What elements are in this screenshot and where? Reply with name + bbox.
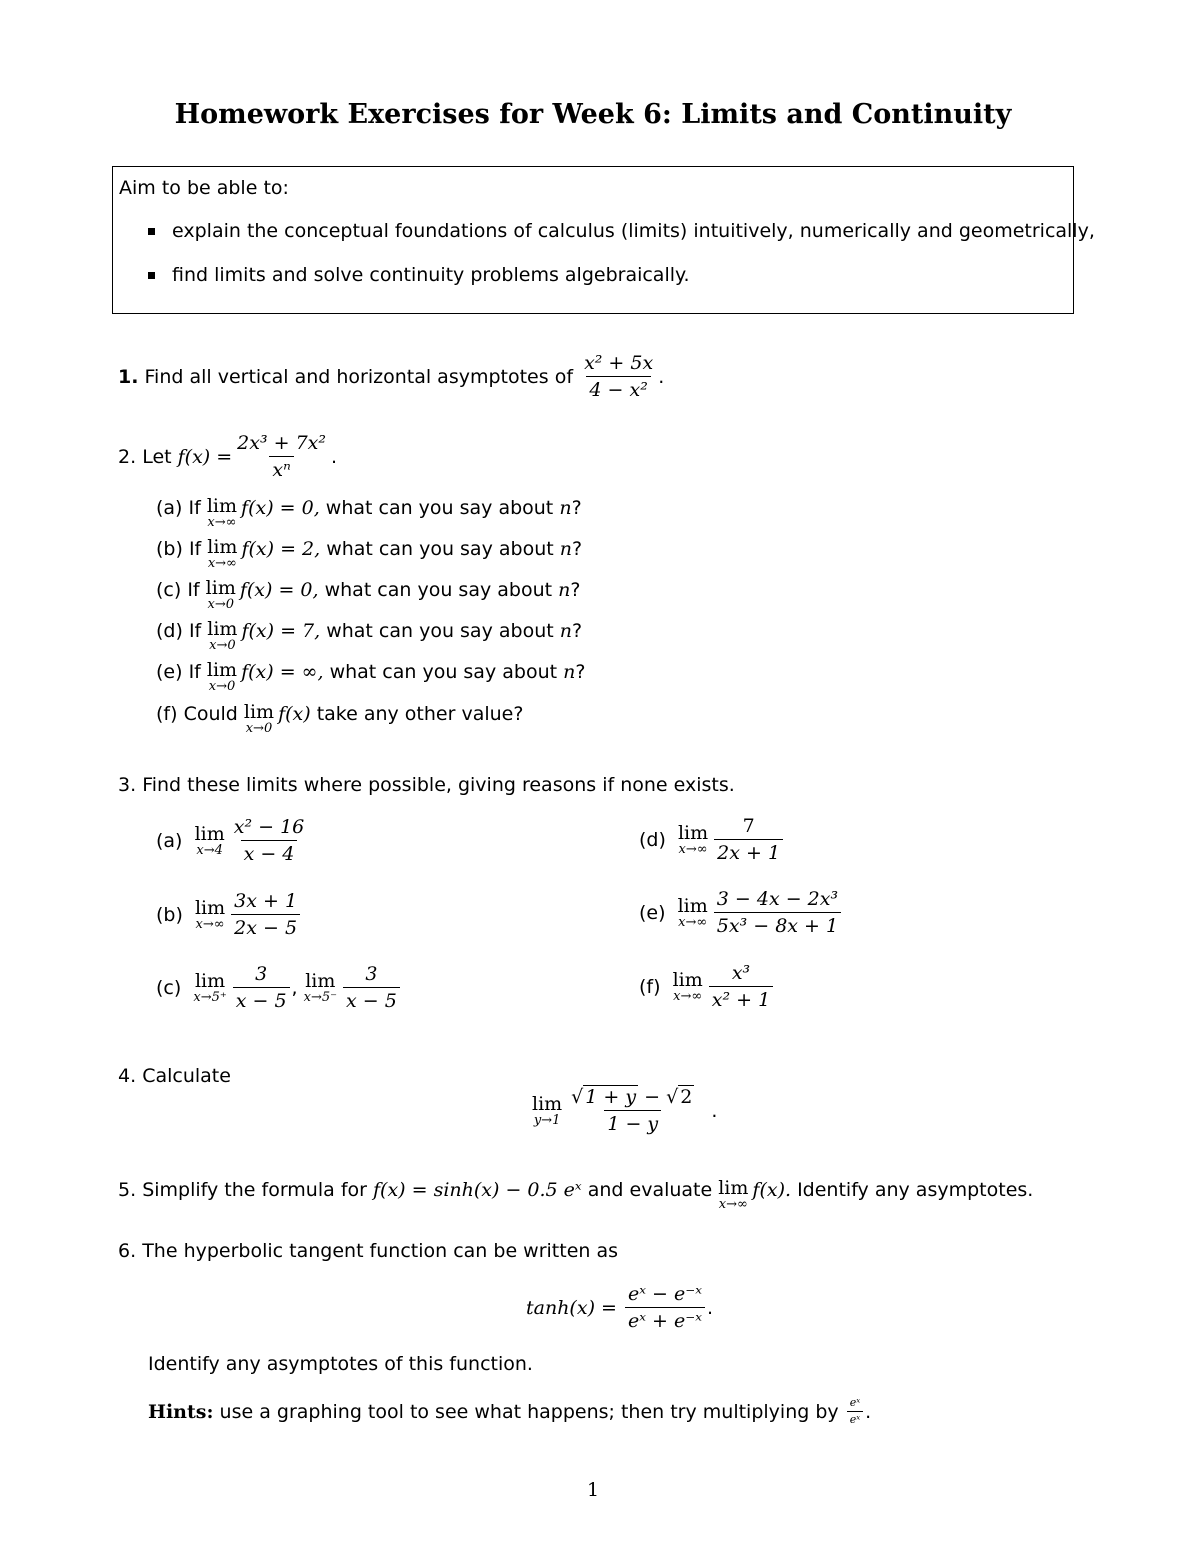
- question-text: Find all vertical and horizontal asymptotes of: [144, 365, 574, 388]
- part-label: (f): [639, 975, 661, 998]
- part-label: (e): [639, 901, 666, 924]
- numerator: x² − 16: [233, 816, 305, 838]
- limit-operator: [718, 1178, 748, 1211]
- q2-part: [156, 496, 582, 529]
- limit-expr: f(x) = 2,: [241, 538, 321, 560]
- limit-operator: [244, 702, 274, 735]
- variable: n: [559, 497, 572, 519]
- limit-expr: f(x) = 0,: [241, 497, 320, 519]
- aim-heading: Aim to be able to:: [119, 177, 289, 199]
- question-6: [118, 1239, 618, 1263]
- limit-operator: [207, 619, 237, 652]
- question-5: [118, 1178, 1033, 1211]
- aim-item: [148, 219, 1095, 243]
- limit-operator: [678, 823, 708, 856]
- sqrt-arg: 2: [680, 1086, 693, 1108]
- denominator: 1 − y: [604, 1110, 661, 1135]
- lim-word: lim: [206, 659, 238, 681]
- fraction: [231, 816, 308, 865]
- lim-subscript: x→∞: [678, 842, 708, 857]
- operator: −: [644, 1086, 661, 1108]
- part-text: If: [188, 620, 202, 642]
- part-label: (b): [156, 538, 183, 560]
- part-label: (d): [156, 620, 183, 642]
- part-end: ?: [575, 661, 586, 683]
- lim-subscript: x→5⁺: [193, 990, 227, 1005]
- part-label: (f): [156, 703, 178, 725]
- denominator: eˣ: [847, 1411, 863, 1426]
- denominator: x − 5: [233, 987, 290, 1012]
- question-2: 2. Let f(x) = $\frac{\text{2x³ + 7x²}}{\text{xⁿ}}$ .: [118, 432, 338, 481]
- part-text: what can you say about: [326, 538, 554, 560]
- part-end: ?: [571, 620, 583, 642]
- aim-item: [148, 263, 690, 287]
- lim-subscript: x→0: [209, 638, 236, 653]
- lim-subscript: x→0: [245, 721, 273, 736]
- fraction: [625, 1283, 705, 1332]
- part-label: (c): [156, 976, 182, 999]
- limit-operator: [207, 496, 237, 529]
- lim-subscript: y→1: [533, 1113, 561, 1128]
- part-label: (d): [639, 828, 666, 851]
- lim-subscript: x→∞: [678, 915, 708, 930]
- numerator: x³: [731, 962, 751, 984]
- fraction: [568, 1086, 697, 1135]
- numerator: √ 1 + y − √ 2: [571, 1086, 693, 1108]
- question-number: 5.: [118, 1179, 137, 1201]
- limit-operator: [193, 971, 226, 1004]
- q2-part: [156, 702, 523, 735]
- lim-word: lim: [672, 969, 703, 991]
- q3-part-d: [639, 815, 785, 864]
- limit-expr: f(x): [278, 703, 311, 725]
- lim-word: lim: [532, 1093, 563, 1115]
- lim-word: lim: [305, 970, 336, 992]
- question-4: [118, 1064, 231, 1088]
- q2-part: [156, 660, 585, 693]
- lim-word: lim: [206, 495, 238, 517]
- part-text: what can you say about: [324, 579, 553, 601]
- numerator: eˣ: [849, 1396, 861, 1409]
- fraction: [714, 888, 841, 937]
- question-text: Let: [142, 445, 172, 468]
- question-text: The hyperbolic tangent function can be written as: [142, 1240, 619, 1262]
- q3-part-b: [156, 890, 302, 939]
- part-label: (c): [156, 579, 182, 601]
- part-end: ?: [571, 538, 583, 560]
- question-number: 6.: [118, 1240, 137, 1262]
- limit-operator: [206, 578, 236, 611]
- denominator: 5x³ − 8x + 1: [714, 912, 841, 937]
- lim-word: lim: [207, 536, 238, 558]
- numerator: 3 − 4x − 2x³: [716, 888, 839, 910]
- denominator: xⁿ: [269, 456, 293, 481]
- lim-subscript: x→5⁻: [303, 990, 337, 1005]
- limit-expr: f(x).: [752, 1179, 792, 1201]
- question-text: Simplify the formula for: [142, 1179, 367, 1201]
- part-text: take any other value?: [316, 703, 524, 725]
- q3-part-e: [639, 888, 843, 937]
- fraction: [847, 1397, 863, 1426]
- limit-operator: [207, 660, 237, 693]
- fraction: [234, 432, 329, 481]
- numerator: 3: [365, 963, 378, 985]
- bullet-icon: [148, 272, 155, 279]
- limit-expr: f(x) = ∞,: [241, 661, 324, 683]
- lim-subscript: x→∞: [195, 917, 225, 932]
- lim-subscript: x→∞: [207, 515, 237, 530]
- lim-subscript: x→∞: [207, 556, 237, 571]
- question-text: Find these limits where possible, giving reasons if none exists.: [142, 774, 735, 796]
- part-text: If: [188, 661, 201, 683]
- numerator: 7: [742, 815, 755, 837]
- fraction: [714, 815, 783, 864]
- numerator: 3: [255, 963, 268, 985]
- part-text: what can you say about: [326, 620, 554, 642]
- fraction: [343, 963, 400, 1012]
- question-number: 4.: [118, 1065, 137, 1087]
- q2-part: [156, 537, 582, 570]
- sqrt-arg: 1 + y: [585, 1086, 637, 1108]
- numerator: 3x + 1: [234, 890, 298, 912]
- part-text: If: [187, 579, 200, 601]
- limit-operator: [678, 896, 708, 929]
- lim-word: lim: [194, 897, 226, 919]
- page-number: 1: [586, 1479, 600, 1501]
- part-end: ?: [571, 497, 582, 519]
- part-text: If: [188, 538, 202, 560]
- numerator: 2x³ + 7x²: [237, 432, 327, 454]
- lim-word: lim: [718, 1177, 749, 1199]
- page-title: Homework Exercises for Week 6: Limits and Continuity: [174, 99, 1012, 130]
- lim-subscript: x→0: [207, 597, 234, 612]
- lim-word: lim: [194, 970, 226, 992]
- q2-part: [156, 619, 582, 652]
- denominator: 2x − 5: [231, 914, 300, 939]
- part-text: If: [188, 497, 201, 519]
- hints-text: use a graphing tool to see what happens; then try multiplying by: [219, 1400, 839, 1423]
- variable: n: [563, 661, 576, 683]
- limit-operator: [195, 898, 225, 931]
- function-expr: f(x) =: [177, 445, 233, 468]
- q6-hints: Hints: use a graphing tool to see what happens; then try multiplying by $\frac{\text{eˣ}}{\text{eˣ}}$ .: [148, 1396, 872, 1426]
- denominator: x − 4: [241, 840, 298, 865]
- part-label: (a): [156, 497, 183, 519]
- limit-operator: [207, 537, 237, 570]
- denominator: x − 5: [343, 987, 400, 1012]
- lim-word: lim: [207, 618, 238, 640]
- denominator: 4 − x²: [586, 376, 650, 401]
- limit-operator: [304, 971, 337, 1004]
- q4-expression: lim y→1 $\frac{√ 1 + y - √ 2}{1 - y}$ .: [532, 1086, 718, 1135]
- tanh-definition: tanh(x) = $\frac{\text{eˣ − e⁻ˣ}}{\text{eˣ + e⁻ˣ}}$ .: [526, 1283, 714, 1332]
- question-text: Identify any asymptotes.: [797, 1179, 1034, 1201]
- lim-word: lim: [194, 823, 225, 845]
- bullet-icon: [148, 228, 155, 235]
- aim-item-text: find limits and solve continuity problems algebraically.: [172, 264, 690, 286]
- q3-part-f: [639, 962, 775, 1011]
- question-3: [118, 773, 735, 797]
- limit-expr: f(x) = 7,: [241, 620, 321, 642]
- part-label: (a): [156, 829, 183, 852]
- limit-expr: f(x) = 0,: [239, 579, 319, 601]
- q2-part: [156, 578, 580, 611]
- question-number: 2.: [118, 445, 137, 468]
- aim-item-text: explain the conceptual foundations of calculus (limits) intuitively, numerically and geometrically,: [172, 220, 1095, 242]
- lim-word: lim: [205, 577, 236, 599]
- question-number: 3.: [118, 774, 137, 796]
- fraction: [581, 352, 656, 401]
- lim-word: lim: [677, 895, 708, 917]
- limit-operator: [673, 970, 703, 1003]
- denominator: 2x + 1: [714, 839, 783, 864]
- fraction: [231, 890, 300, 939]
- fraction: [233, 963, 290, 1012]
- part-text: Could: [183, 703, 238, 725]
- denominator: eˣ + e⁻ˣ: [625, 1307, 705, 1332]
- question-1: 1. Find all vertical and horizontal asymptotes of $\frac{\text{x² + 5x}}{\text{4 − x²}}$ .: [118, 352, 665, 401]
- limit-operator: [195, 824, 225, 857]
- variable: n: [559, 538, 572, 560]
- lim-subscript: x→∞: [673, 989, 703, 1004]
- lim-word: lim: [677, 822, 709, 844]
- part-label: (e): [156, 661, 183, 683]
- lim-subscript: x→0: [208, 679, 236, 694]
- numerator: x² + 5x: [584, 352, 654, 374]
- question-number: 1.: [118, 365, 139, 388]
- denominator: x² + 1: [709, 986, 773, 1011]
- lim-subscript: x→4: [196, 843, 223, 858]
- function-expr: tanh(x) =: [526, 1296, 617, 1319]
- limit-operator: [532, 1094, 562, 1127]
- part-text: what can you say about: [329, 661, 558, 683]
- question-text: Calculate: [142, 1065, 231, 1087]
- numerator: eˣ − e⁻ˣ: [627, 1283, 702, 1305]
- function-expr: f(x) = sinh(x) − 0.5 eˣ: [373, 1179, 582, 1201]
- part-end: ?: [570, 579, 581, 601]
- fraction: [709, 962, 773, 1011]
- hints-label: Hints:: [148, 1400, 214, 1423]
- q6-identify: Identify any asymptotes of this function.: [148, 1353, 533, 1375]
- part-text: what can you say about: [325, 497, 554, 519]
- lim-word: lim: [243, 701, 275, 723]
- part-label: (b): [156, 903, 183, 926]
- q3-part-a: [156, 816, 309, 865]
- q3-part-c: (c) lim x→5⁺ $\frac{3}{x - 5}$ , lim x→5⁻ $\frac{3}{x - 5}$: [156, 963, 402, 1012]
- question-text: and evaluate: [587, 1179, 713, 1201]
- lim-subscript: x→∞: [718, 1197, 748, 1212]
- variable: n: [559, 620, 572, 642]
- variable: n: [558, 579, 571, 601]
